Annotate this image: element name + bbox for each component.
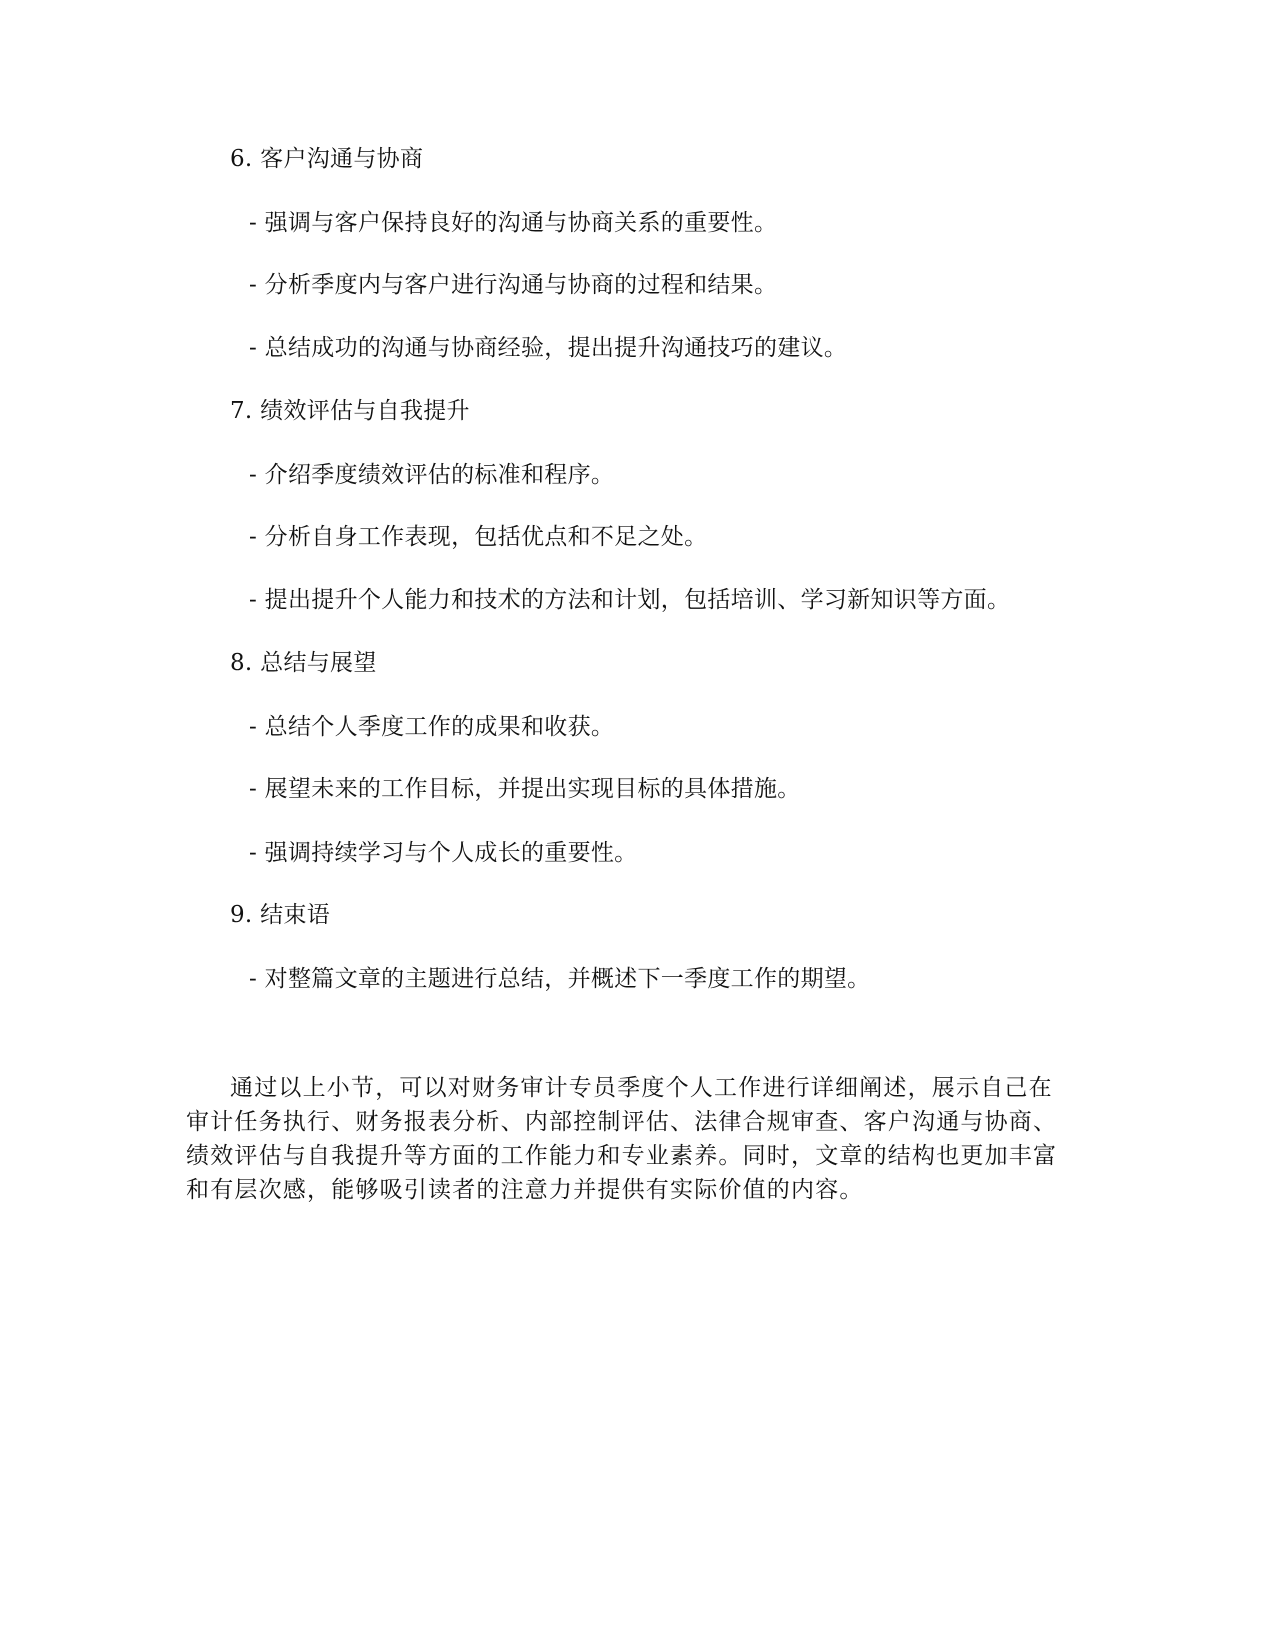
section-heading-9: 9. 结束语 <box>230 902 331 928</box>
section-7-bullet-3: - 提出提升个人能力和技术的方法和计划，包括培训、学习新知识等方面。 <box>249 587 1011 613</box>
section-6-bullet-1: - 强调与客户保持良好的沟通与协商关系的重要性。 <box>249 210 778 236</box>
section-8-bullet-1: - 总结个人季度工作的成果和收获。 <box>249 714 615 740</box>
section-6-bullet-2: - 分析季度内与客户进行沟通与协商的过程和结果。 <box>249 272 778 298</box>
conclusion-line-1: 通过以上小节，可以对财务审计专员季度个人工作进行详细阐述，展示自己在 <box>230 1075 1053 1101</box>
section-7-bullet-2: - 分析自身工作表现，包括优点和不足之处。 <box>249 524 708 550</box>
section-8-bullet-2: - 展望未来的工作目标，并提出实现目标的具体措施。 <box>249 776 801 802</box>
section-9-bullet-1: - 对整篇文章的主题进行总结，并概述下一季度工作的期望。 <box>249 966 871 992</box>
section-heading-6: 6. 客户沟通与协商 <box>230 146 424 172</box>
conclusion-line-4: 和有层次感，能够吸引读者的注意力并提供有实际价值的内容。 <box>186 1177 864 1203</box>
section-heading-8: 8. 总结与展望 <box>230 650 377 676</box>
conclusion-line-2: 审计任务执行、财务报表分析、内部控制评估、法律合规审查、客户沟通与协商、 <box>186 1109 1058 1135</box>
section-7-bullet-1: - 介绍季度绩效评估的标准和程序。 <box>249 462 615 488</box>
section-8-bullet-3: - 强调持续学习与个人成长的重要性。 <box>249 840 638 866</box>
conclusion-paragraph <box>186 1071 1086 1207</box>
conclusion-line-3: 绩效评估与自我提升等方面的工作能力和专业素养。同时，文章的结构也更加丰富 <box>186 1143 1058 1169</box>
section-heading-7: 7. 绩效评估与自我提升 <box>230 398 470 424</box>
section-6-bullet-3: - 总结成功的沟通与协商经验，提出提升沟通技巧的建议。 <box>249 335 848 361</box>
